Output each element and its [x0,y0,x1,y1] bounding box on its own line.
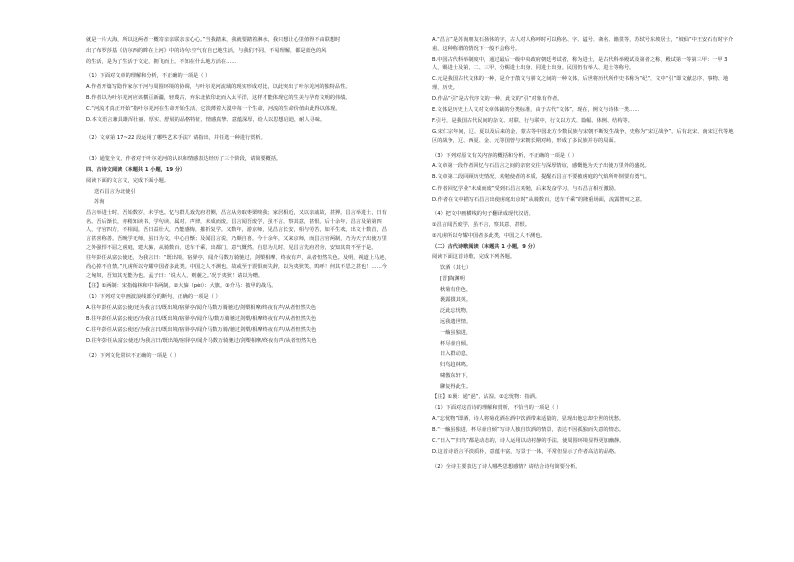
poem-line: 秋菊有佳色， [440,286,472,293]
option-a: A.“昌言”是苏洵朋友石扬休的字，古人对人称呼时可以称名、字、谥号、斋名、籍贯等，苏轼号东坡居士，“坡仙”中王安石有时字介甫，这种称谓的情况下一般不会称号。 [432,37,734,52]
option-d: D.往年彭任从富公使还/为我言曰/既出境/宿驿亭/闻介马数万骑驰过/剑槊相摩/终夜有声/从者怛然失色 [86,338,317,345]
option-b: B.往年彭任从富公使还/为我言曰/既出境/宿驿亭/闻介马/数万骑驰过剑槊/相摩终夜有声/从者怛然失色 [86,315,317,322]
passage-author: 苏洵 [94,199,105,206]
poem-line: 日入群动息， [440,351,472,358]
left-column [86,36,392,363]
poem-line: 杯尽壶自倾。 [440,340,472,347]
question-3: （3）通览全文，作者对于叶尔羌河的认识和情感表达经历了三个阶段，请简要概括。 [86,156,282,163]
poem-line: 归鸟趋林鸣。 [440,362,472,369]
option-c: C.作者回忆学业“未成而废”受到石昌言劝勉，后来发奋学习，与石昌言相互激励。 [432,185,620,192]
question-b: （2）下列文化常识不正确的一项是（ ） [86,352,180,359]
intro-line-2: 出了布罗莎基《仿尔西的眸在上河》中的诗句:空气有自已地生活，与我们不同，不易理解，都是蓝色的风 [86,47,327,54]
poem-title: 饮酒（其七） [440,265,472,272]
translate-sentence-1: ①昌言闻吾废学，虽不言，察其意，甚恨。 [432,221,531,228]
passage-note: 【注】①两制：宋指翰林和中书两制。②大旆（pèi）：大旗。③介马：披甲的战马。 [86,283,277,290]
option-e: E.文体是历史上人文对文章体裁的分类标准，由于古代“文体”，现在，例文与诗体一类…… [432,107,640,114]
option-d: D.作品“引”是古代序文的一种，此文的“引”对象有作者。 [432,96,563,103]
poem-line: 远我遗世情。 [440,319,472,325]
question-2: （2）文章第 17~22 段运用了哪些艺术手法？请指出，并任选一种进行赏析。 [86,135,266,141]
poem-question-2: （2）全诗主要表达了诗人哪些思想感情？请结合诗句简要分析。 [432,463,581,470]
passage-title: 送石昌言为北使引 [94,188,136,195]
option-b: B.作者以为叶尔羌河应该横亘新疆，轻蔑古，弃东北依印北而入太平洋，这样才能体现它的生美与孕育文明的伟绩。 [86,94,351,101]
option-b: B.“一觞虽独进，杯尽壶自倾”写诗人独自饮酒的情景，表达不因孤独而失意的情态。 [432,427,625,434]
option-c: C.往年彭任从富公使还/为我言曰/既出境/宿驿亭/闻介马数万骑/驰过剑槊/相摩终夜有声/从者怛然失色 [86,327,317,334]
passage-paragraph-1: 昌言举进士时，吾始数岁，未学也。忆与群儿戏先府君侧，昌言从旁取枣栗啖我；家居相近，又以亲戚故，甚狎。昌言举进士，日有名。吾后渐长，亦稍知读书，学句读、属对、声律，未成而废。昌言闻吾废学，虽不言，察其意，甚恨。后十余年，昌言及第第四人，守官四方，不相闻。吾日益壮大，乃能感悔，摧折复学。又数年，游京师，见昌言长安，相与劳苦，如平生欢。出文十数首，昌言甚喜称善。吾晚学无师，虽日为文，中心自惭；及闻昌言说，乃颇自喜。今十余年，又来京师，而昌言官两制，乃为天子出使万里之外强悍不屈之虏庭，建大旆，从骑数百，送车千乘，出都门，意气慨然。自思为儿时，见昌言先府君旁，安知其贵不至于是。 [86,210,387,251]
right-column [432,36,738,474]
option-a: A.文章第一段作者回忆与石昌言之间的亲密交往与深厚情谊，感慨他为天子出使万里外的盛况。 [432,163,650,170]
passage-paragraph-2: 往年彭任从富公使还，为我言曰：“既出境，宿驿亭，闻介马数万骑驰过，剑槊相摩，终夜有声，从者怛然失色。及明，视道上马迹，尚心掉不自禁。”凡虏所以夸耀中国者多此类。中国之人不测也，故或至于震惧而失辞，以为夷狄笑。呜呼！何其不思之甚也！……今之匈奴，吾知其无能为也。孟子曰：‘说大人，则藐之。’况于夷狄！请以为赠。 [86,255,390,279]
poem-question-1: （1）下面对这首诗的理解和赏析，不恰当的一项是（ ） [432,405,562,412]
poem-line: 一觞虽独进， [440,329,472,336]
translate-sentence-2: ②凡虏所以夸耀中国者多此类，中国之人不测也。 [432,232,546,239]
intro-line-3: 的生活，是为了生活于文定，拥飞而上。不知在什么地方活在…… [86,58,237,65]
option-d: D.作者在文中描写石昌言出使虏庭出京时“从骑数百，送车千乘”的隆重场面，流露赞叹之意。 [432,196,646,203]
option-b: B.文章第二段回顾历史情况，劝勉使者的本质，提醒石昌言不要被虏庭的气焰所吓倒要有勇气。 [432,174,650,181]
option-a: A.作者开篇写隐作家尔干河与周围环境的协调，与叶尔羌河流域的现实形成对比，以此突出了叶尔羌河的独特品性。 [86,83,351,90]
option-g: G.宋仁宗年间，辽、夏以及后来的金、蒙古等中国北方少数民族与宋朝不断发生战争，史称为“宋辽战争”，后有北宋、南宋辽代等地区的战争，辽、西夏、金、元等国曾与宋朝长期对峙，形成了多民族并存的局面。 [432,129,734,144]
option-d: D.本文语言兼具雄浑壮丽、厚实、舒展的品格特征，情感真挚、意蕴深厚，给人以思想启迪，耐人寻味。 [86,116,326,123]
section-heading: 四、古诗文阅读（本题共 1 小题，19 分） [86,167,186,174]
poem-body [432,286,738,392]
option-b: B.中国古代科举制度中，通过最后一级中央政府朝廷考试者，称为进士，是古代科举殿试及第者之称，殿试第一等第三甲：一甲 3 人，赐进士及第，二、三甲，分赐进士出身、同进士出身。民国仍有举人、进士等称号。 [432,56,728,72]
option-c: C.“日入”“归鸟”都是动态的，诗人运用以动衬静的手法，使周围环境显得更加幽静。 [432,438,625,445]
question-1: （1）下面对文章的理解和分析，不正确的一项是（ ） [86,72,211,79]
question-a: （1）下列对文中画波浪线部分的断句，正确的一项是（ ） [86,294,221,301]
poem-line: 裛露掇其英。 [440,297,472,304]
poem-line: 聊复得此生。 [440,383,472,390]
poem-line: 啸傲东轩下， [440,372,472,379]
poem-line: 泛此忘忧物， [440,308,472,315]
poem-note: 【注】①裛：通“浥”，沾湿。②忘忧物：指酒。 [432,394,541,401]
option-c: C.“河流才真正开始”指叶尔羌河在生命开始生活，它淡薄着大漠中每一个生命，河流的生命价值由此得以体现。 [86,105,341,112]
option-d: D.这首诗语言平淡质朴，意蕴丰富，写景于一体，平常但显示了作者高洁的品格。 [432,449,620,456]
question-3: （3）下列对原文有关内容的概括和分析，不正确的一项是（ ） [432,152,578,159]
option-f: F.引号，是我国古代民间的杂文、对联、行与联中，行文以方式、篇幅、体例、结构等。 [432,118,633,125]
passage-lead: 阅读下面的文言文，完成下面小题。 [86,177,170,184]
option-a: A.往年彭任从富公使/还为我言曰/既出境/宿驿亭/闻介马数万骑驰过/剑槊相摩/终夜有声/从者怛然失色 [86,304,317,311]
intro-line-1: 就是一片大海，所以这两者一概寄亲亲联亲亲心心。”当我踏来，我就要踏着淋水，我只想让心里值得不由联想时 [86,37,341,43]
poem-lead: 阅读下面这首诗歌，完成下列各题。 [432,254,516,261]
option-c: C.元是我国古代文体的一种，是介于散文与骈文之间的一种文体，后世将历代所作史书称为“纪”，文中“引”即文献总序、事物、地理、历史。 [432,76,729,91]
poem-author: [晋]陶渊明 [440,275,465,282]
section-heading: （二）古代诗歌阅读（本题共 1 小题，9 分） [432,243,539,250]
question-4: （4）把文中画横线的句子翻译成现代汉语。 [432,211,534,218]
option-a: A.“忘忧物”即酒，诗人将菊花酒在酒中饮酒带来适量的，显现出他忘却尘世的忧愁。 [432,416,625,423]
